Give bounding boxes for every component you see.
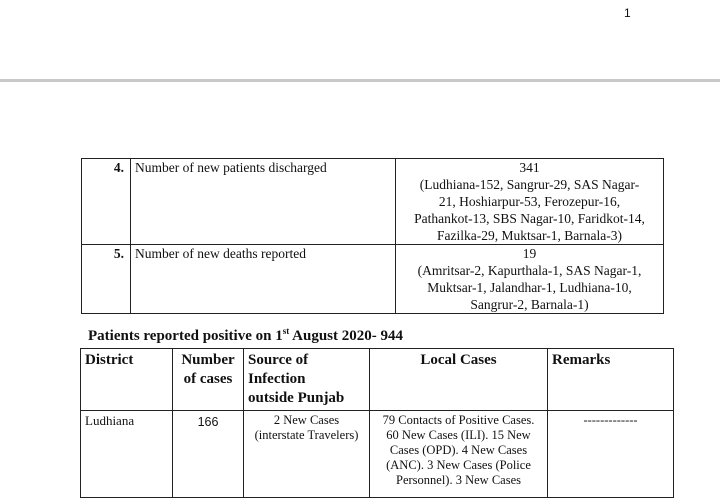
header-line: Source of [248,352,309,368]
header-line: Remarks [552,352,611,368]
value-line: Sangrur-2, Barnala-1) [470,297,589,312]
row-value [396,245,664,314]
header-line: District [85,352,134,368]
section-heading [88,326,403,345]
header-row [81,349,674,411]
heading-text-tail: August 2020- 944 [289,328,403,344]
page-number: 1 [624,6,631,20]
value-line: 341 [519,160,540,175]
row-number: 5. [82,245,131,314]
header-line: Local Cases [420,352,497,368]
source-cell [244,411,370,498]
row-label: Number of new deaths reported [131,245,396,314]
cell-line: 79 Contacts of Positive Cases. [382,413,535,427]
value-line: (Ludhiana-152, Sangrur-29, SAS Nagar- [419,177,640,192]
cell-line: 2 New Cases [273,413,340,427]
cell-line: 60 New Cases (ILI). 15 New [386,428,531,442]
cases-cell: 166 [173,411,244,498]
column-header-remarks [548,349,674,411]
value-line: 19 [522,246,537,261]
row-value [396,159,664,245]
header-line: Number [181,352,235,368]
heading-text: Patients reported positive on 1 [88,328,283,344]
header-line: of cases [183,371,233,387]
page-divider [0,79,720,82]
value-line: Fazilka-29, Muktsar-1, Barnala-3) [437,228,622,243]
column-header-source [244,349,370,411]
cell-line: Cases (OPD). 4 New Cases [389,443,528,457]
value-line: Muktsar-1, Jalandhar-1, Ludhiana-10, [427,280,632,295]
table-row [82,245,664,314]
column-header-district [81,349,173,411]
table-row [82,159,664,245]
summary-table [81,158,664,314]
header-line: outside Punjab [248,390,345,406]
column-header-cases [173,349,244,411]
value-line: 21, Hoshiarpur-53, Ferozepur-16, [438,194,621,209]
value-line: Pathankot-13, SBS Nagar-10, Faridkot-14, [414,211,645,226]
local-cases-cell [370,411,548,498]
table-row [81,411,674,498]
remarks-cell: ------------- [548,411,674,498]
column-header-local-cases [370,349,548,411]
heading-superscript: st [282,326,290,336]
value-line: (Amritsar-2, Kapurthala-1, SAS Nagar-1, [417,263,642,278]
district-cell: Ludhiana [81,411,173,498]
cell-line: (interstate Travelers) [254,428,359,442]
cell-line: Personnel). 3 New Cases [396,473,521,487]
cell-line: (ANC). 3 New Cases (Police [386,458,531,472]
header-line: Infection [248,371,306,387]
row-number: 4. [82,159,131,245]
row-label: Number of new patients discharged [131,159,396,245]
district-table [80,348,674,498]
